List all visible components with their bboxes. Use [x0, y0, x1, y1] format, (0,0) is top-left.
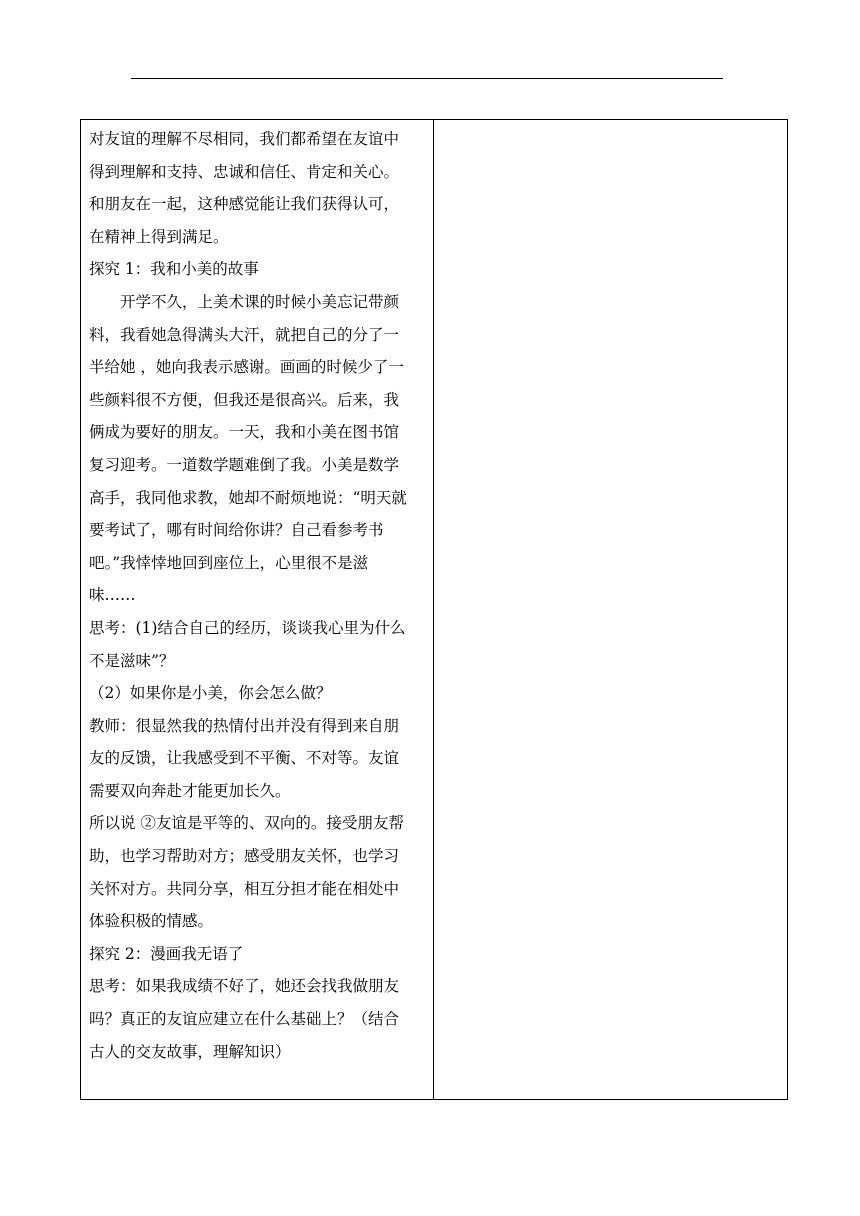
text-line: 思考：如果我成绩不好了，她还会找我做朋友: [89, 977, 400, 996]
text-line: 思考：(1)结合自己的经历，谈谈我心里为什么: [89, 618, 406, 637]
text-line: 和朋友在一起，这种感觉能让我们获得认可，: [89, 195, 400, 214]
text-line: 在精神上得到满足。: [89, 227, 229, 246]
text-line: 所以说 ②友谊是平等的、双向的。接受朋友帮: [89, 814, 404, 833]
text-line: 吧。”我悻悻地回到座位上，心里很不是滋: [89, 553, 369, 572]
text-line: 古人的交友故事，理解知识）: [89, 1042, 291, 1061]
text-line: 不是滋味”？: [89, 651, 175, 670]
section-heading: 探究 2：漫画我无语了: [89, 944, 244, 963]
text-line: 得到理解和支持、忠诚和信任、肯定和关心。: [89, 162, 400, 181]
text-line: 开学不久，上美术课的时候小美忘记带颜: [120, 292, 400, 311]
text-line: 复习迎考。一道数学题难倒了我。小美是数学: [89, 455, 400, 474]
lesson-table: [80, 119, 788, 1100]
text-line: 助，也学习帮助对方；感受朋友关怀，也学习: [89, 847, 400, 866]
text-line: 料，我看她急得满头大汗，就把自己的分了一: [89, 325, 400, 344]
text-line: 友的反馈，让我感受到不平衡、不对等。友谊: [89, 749, 400, 768]
header-rule: [131, 78, 723, 79]
text-line: 吗？真正的友谊应建立在什么基础上？（结合: [89, 1010, 400, 1029]
text-line: 体验积极的情感。: [89, 912, 214, 931]
text-line: 需要双向奔赴才能更加长久。: [89, 781, 291, 800]
text-line: （2）如果你是小美，你会怎么做？: [89, 684, 332, 703]
text-line: 对友谊的理解不尽相同，我们都希望在友谊中: [89, 130, 400, 148]
text-line: 味……: [89, 586, 136, 605]
text-line: 关怀对方。共同分享，相互分担才能在相处中: [89, 879, 400, 898]
text-line: 半给她 ，她向我表示感谢。画画的时候少了一: [89, 358, 404, 377]
text-line: 要考试了，哪有时间给你讲？自己看参考书: [89, 521, 384, 540]
text-line: 高手，我同他求教，她却不耐烦地说：“明天就: [89, 488, 407, 507]
text-line: 俩成为要好的朋友。一天，我和小美在图书馆: [89, 423, 400, 442]
text-line: 教师：很显然我的热情付出并没有得到来自朋: [89, 716, 400, 735]
empty-right-column: [434, 120, 787, 1099]
text-line: 些颜料很不方便，但我还是很高兴。后来，我: [89, 390, 400, 409]
teaching-process-column: [81, 120, 434, 1099]
section-heading: 探究 1：我和小美的故事: [89, 260, 259, 279]
